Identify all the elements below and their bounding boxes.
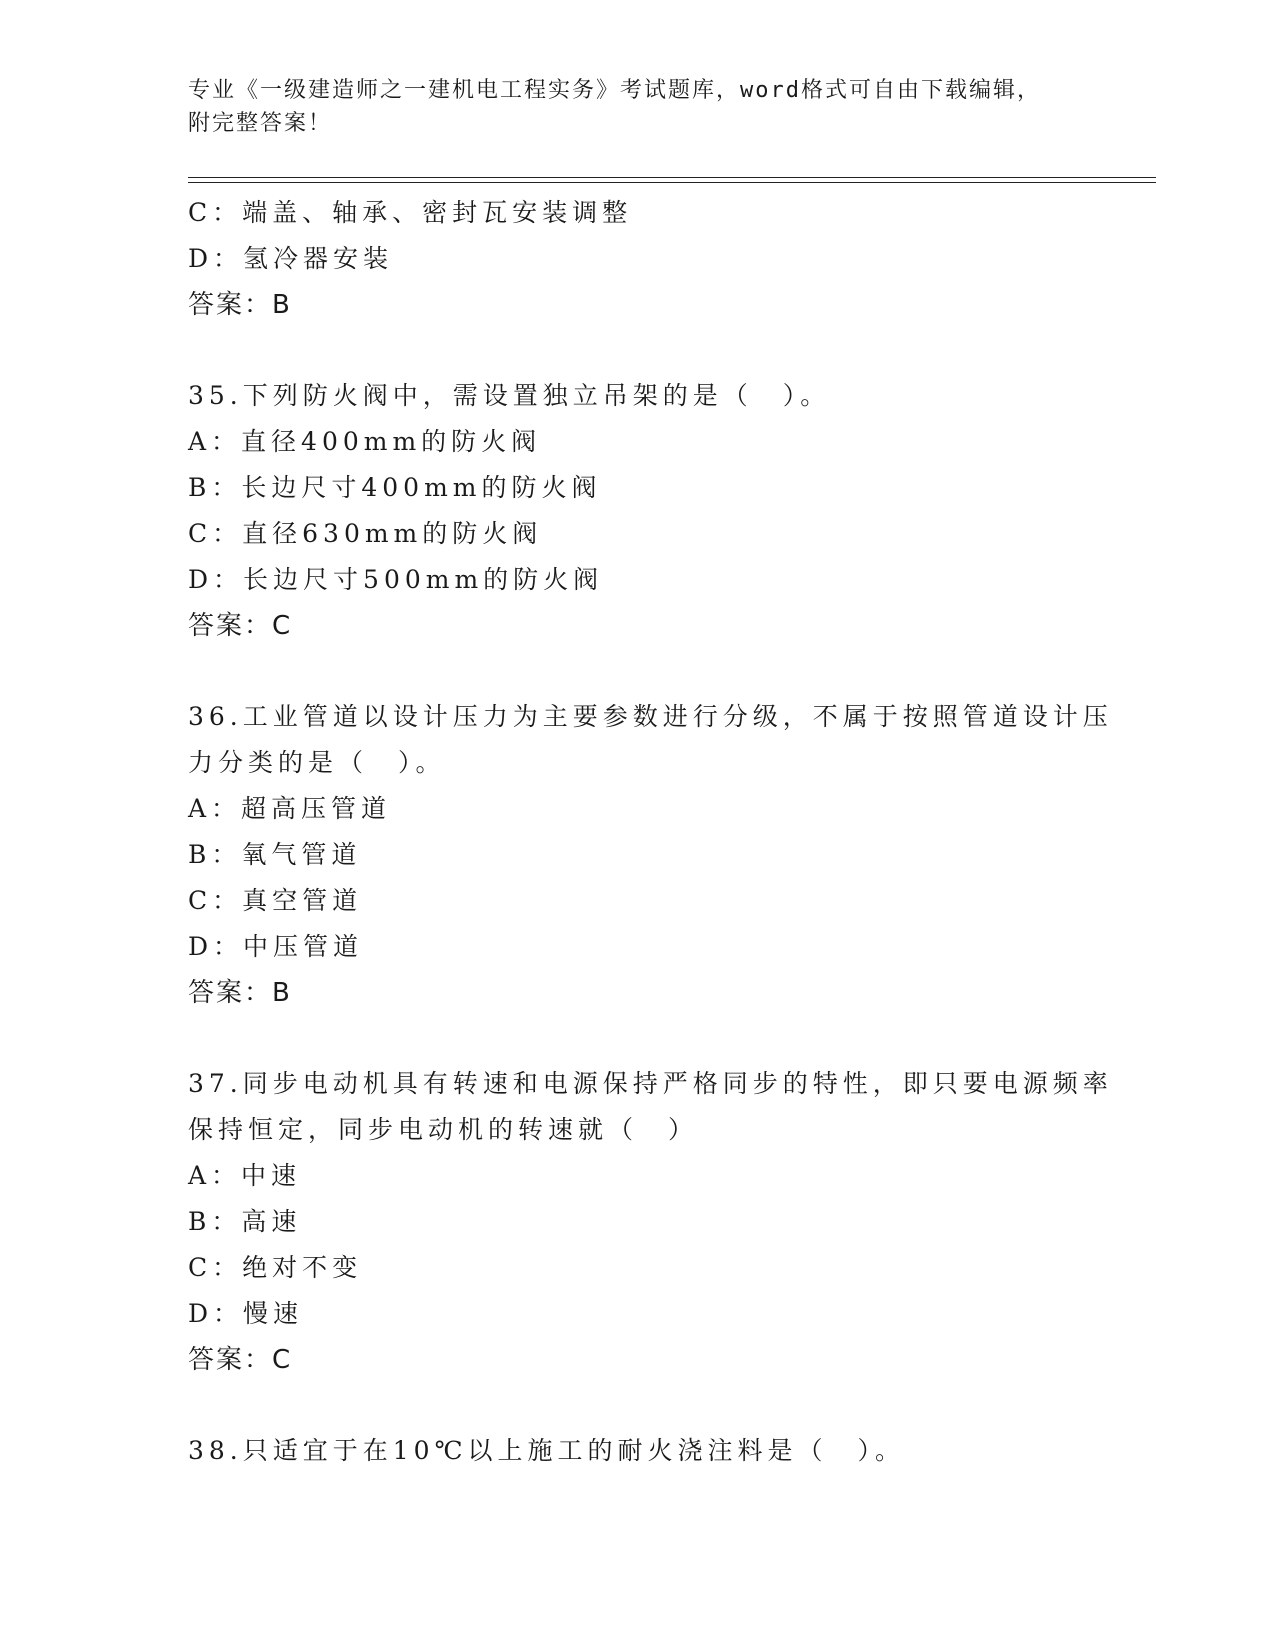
answer-line: 答案：B — [188, 290, 292, 320]
spacer — [188, 1383, 1108, 1428]
option-d: D：慢速 — [188, 1299, 304, 1328]
option-b: B：氧气管道 — [188, 840, 362, 869]
question-stem-line-2: 力分类的是（ ）。 — [188, 748, 446, 777]
answer-line: 答案：C — [188, 1345, 293, 1375]
header-divider-bottom — [188, 182, 1156, 183]
question-stem-line-1: 36.工业管道以设计压力为主要参数进行分级，不属于按照管道设计压 — [188, 702, 1113, 731]
option-d: D：长边尺寸500mm的防火阀 — [188, 565, 604, 594]
question-stem-line-2: 保持恒定，同步电动机的转速就（ ） — [188, 1115, 699, 1144]
question-block-36 — [188, 694, 1113, 1016]
spacer — [188, 328, 1108, 373]
page-header — [188, 74, 1108, 140]
option-d: D：氢冷器安装 — [188, 244, 394, 273]
option-c: C：绝对不变 — [188, 1253, 363, 1282]
question-block-prev — [188, 190, 1108, 328]
header-divider-top — [188, 177, 1156, 178]
question-block-37 — [188, 1061, 1113, 1383]
question-list — [188, 190, 1113, 1474]
answer-line: 答案：C — [188, 611, 293, 641]
option-b: B：高速 — [188, 1207, 302, 1236]
header-line-2: 附完整答案！ — [188, 111, 333, 136]
spacer — [188, 649, 1108, 694]
option-a: A：超高压管道 — [188, 794, 392, 823]
question-stem-line-1: 37.同步电动机具有转速和电源保持严格同步的特性，即只要电源频率 — [188, 1069, 1113, 1098]
option-d: D：中压管道 — [188, 932, 364, 961]
option-a: A：直径400mm的防火阀 — [188, 427, 542, 456]
answer-line: 答案：B — [188, 978, 292, 1008]
header-line-1: 专业《一级建造师之一建机电工程实务》考试题库，word格式可自由下载编辑， — [188, 78, 1041, 103]
question-block-35 — [188, 373, 1108, 649]
option-c: C：端盖、轴承、密封瓦安装调整 — [188, 198, 633, 227]
question-stem: 38.只适宜于在10℃以上施工的耐火浇注料是（ ）。 — [188, 1436, 906, 1465]
option-c: C：直径630mm的防火阀 — [188, 519, 543, 548]
option-a: A：中速 — [188, 1161, 302, 1190]
spacer — [188, 1016, 1108, 1061]
option-b: B：长边尺寸400mm的防火阀 — [188, 473, 602, 502]
question-stem: 35.下列防火阀中，需设置独立吊架的是（ ）。 — [188, 381, 831, 410]
question-block-38 — [188, 1428, 1108, 1474]
option-c: C：真空管道 — [188, 886, 363, 915]
